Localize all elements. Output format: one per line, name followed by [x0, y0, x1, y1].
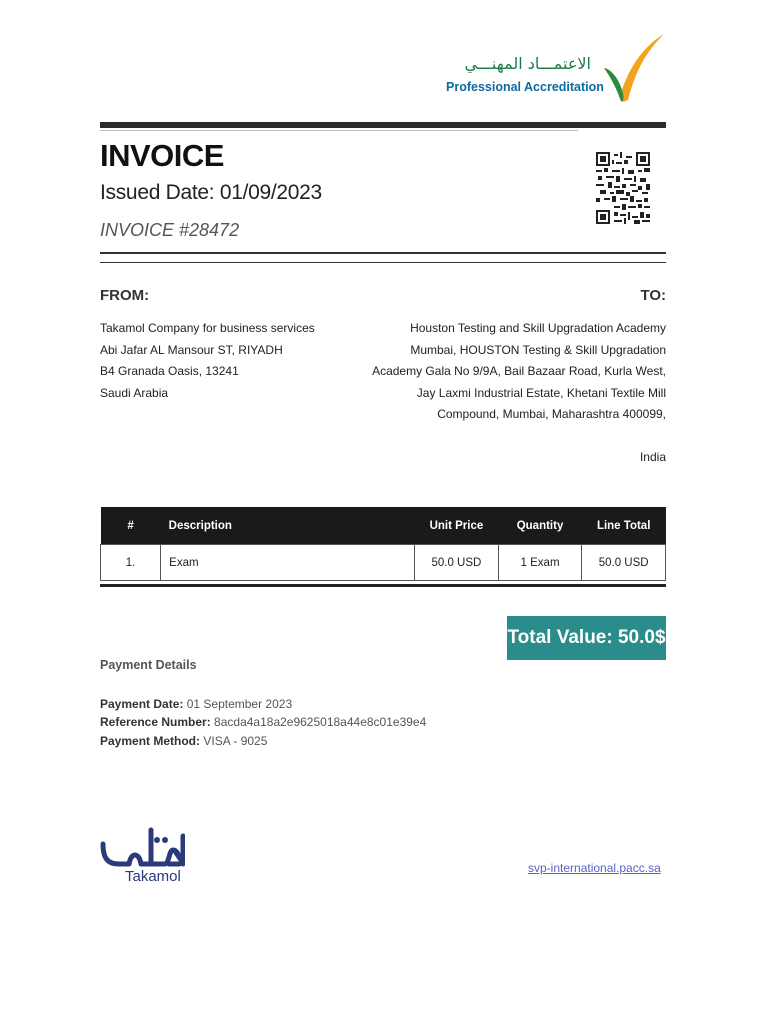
address-line — [372, 426, 666, 448]
reference-number-value: 8acda4a18a2e9625018a44e8c01e39e4 — [214, 715, 427, 729]
table-header-row — [101, 507, 666, 545]
logo-english-text: Professional Accreditation — [446, 80, 604, 94]
address-line: Houston Testing and Skill Upgradation Academy — [410, 321, 666, 335]
header-rule — [100, 122, 666, 128]
to-address — [372, 318, 666, 469]
checkmark-logo-icon — [596, 32, 666, 104]
col-number: # — [101, 507, 161, 545]
cell-description: Exam — [161, 545, 415, 581]
table-bottom-rule — [100, 584, 666, 587]
logo-arabic-text: الاعتمـــاد المهنـــي — [464, 54, 591, 73]
table-row — [101, 545, 666, 581]
payment-method-label: Payment Method: — [100, 734, 201, 748]
professional-accreditation-logo — [446, 32, 668, 104]
address-line: Academy Gala No 9/9A, Bail Bazaar Road, Kurla West, — [372, 364, 666, 378]
payment-date-label: Payment Date: — [100, 697, 184, 711]
reference-number-row — [100, 715, 426, 729]
col-unit-price: Unit Price — [415, 507, 499, 545]
from-heading: FROM: — [100, 287, 150, 304]
takamol-wordmark: Takamol — [125, 868, 181, 885]
address-line: Takamol Company for business services — [100, 321, 315, 335]
qr-code — [596, 152, 650, 224]
address-line: Abi Jafar AL Mansour ST, RIYADH — [100, 342, 283, 357]
takamol-arabic-mark — [99, 826, 185, 870]
reference-number-label: Reference Number: — [100, 715, 211, 729]
issued-date: Issued Date: 01/09/2023 — [100, 181, 322, 204]
section-rule — [100, 252, 666, 254]
payment-date-value: 01 September 2023 — [186, 697, 293, 711]
payment-method-row — [100, 734, 267, 748]
address-line: B4 Granada Oasis, 13241 — [100, 364, 239, 378]
col-description: Description — [161, 507, 415, 545]
address-line: Mumbai, HOUSTON Testing & Skill Upgradation — [410, 342, 666, 357]
cell-unit-price: 50.0 USD — [415, 545, 499, 581]
from-address — [100, 318, 315, 404]
section-rule-thin — [100, 262, 666, 263]
invoice-title: INVOICE — [100, 138, 224, 173]
to-heading: TO: — [640, 287, 666, 304]
address-line: Saudi Arabia — [100, 385, 169, 400]
col-quantity: Quantity — [498, 507, 582, 545]
invoice-number: INVOICE #28472 — [100, 220, 240, 240]
website-link[interactable]: svp-international.pacc.sa — [528, 861, 661, 875]
cell-quantity: 1 Exam — [498, 545, 582, 581]
payment-date-row — [100, 697, 292, 711]
address-line: Jay Laxmi Industrial Estate, Khetani Textile Mill — [416, 385, 666, 400]
takamol-logo — [99, 826, 189, 888]
payment-method-value: VISA - 9025 — [203, 734, 268, 748]
address-line: Compound, Mumbai, Maharashtra 400099, — [437, 407, 666, 421]
address-line: India — [639, 450, 666, 464]
cell-number: 1. — [101, 545, 161, 581]
payment-details-heading: Payment Details — [100, 658, 197, 672]
col-line-total: Line Total — [582, 507, 666, 545]
cell-line-total: 50.0 USD — [582, 545, 666, 581]
total-value-badge: Total Value: 50.0$ — [507, 616, 666, 660]
header-rule-thin — [100, 130, 578, 131]
line-items-table — [100, 507, 666, 581]
